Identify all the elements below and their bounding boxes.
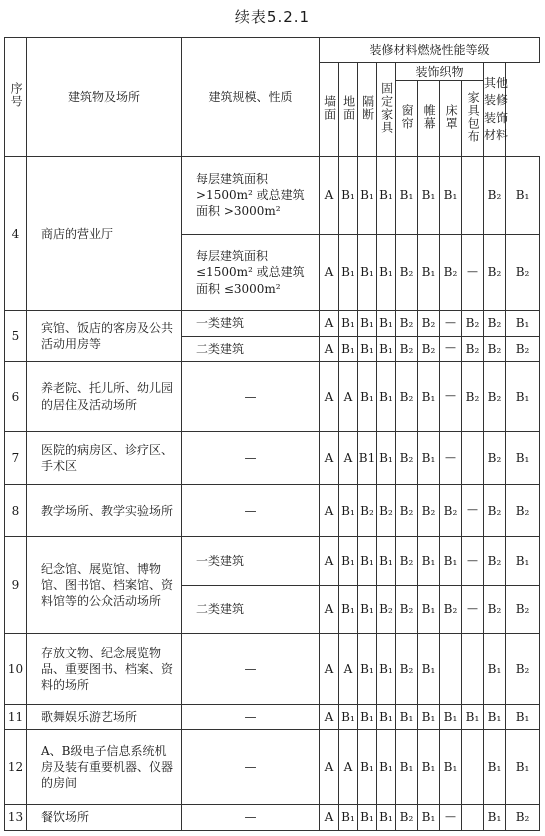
grade-cell: B₁ — [484, 634, 506, 705]
grade-cell: A — [320, 432, 339, 484]
grade-cell — [462, 634, 484, 705]
grade-cell: B₂ — [396, 484, 418, 536]
header-place: 建筑物及场所 — [27, 38, 182, 157]
table-row — [5, 704, 540, 729]
grade-cell: B₁ — [506, 537, 540, 585]
grade-cell: B₁ — [358, 704, 377, 729]
grade-cell: B₁ — [377, 361, 396, 432]
table-title: 续表5.2.1 — [234, 8, 311, 26]
grade-cell: B₁ — [339, 234, 358, 311]
scale-cell: 二类建筑 — [182, 336, 320, 361]
grade-cell: B₂ — [396, 234, 418, 311]
grade-cell: A — [320, 730, 339, 805]
grade-cell: B₁ — [418, 704, 440, 729]
seq-cell: 12 — [5, 730, 27, 805]
grade-cell: B₁ — [358, 537, 377, 585]
grade-cell: B₂ — [418, 311, 440, 336]
grade-cell: B₂ — [484, 585, 506, 633]
grade-cell: — — [440, 804, 462, 830]
header-decor-group: 装饰织物 — [396, 63, 484, 81]
grade-cell: B₁ — [377, 234, 396, 311]
table-row — [5, 432, 540, 484]
grade-cell: B₁ — [506, 432, 540, 484]
grade-cell: B₁ — [358, 361, 377, 432]
grade-cell: B₁ — [339, 336, 358, 361]
header-fixed-furniture: 固定家具 — [377, 63, 396, 157]
grade-cell: B₁ — [418, 157, 440, 235]
grade-cell: A — [320, 585, 339, 633]
grade-cell: B₁ — [484, 704, 506, 729]
grade-cell: B₁ — [418, 234, 440, 311]
grade-cell: B₂ — [418, 484, 440, 536]
header-wall: 墙面 — [320, 63, 339, 157]
grade-cell: B₁ — [418, 730, 440, 805]
scale-cell: — — [182, 432, 320, 484]
grade-cell: B₂ — [396, 585, 418, 633]
header-scale: 建筑规模、性质 — [182, 38, 320, 157]
grade-cell: B₂ — [358, 484, 377, 536]
place-cell: 医院的病房区、诊疗区、手术区 — [27, 432, 182, 484]
grade-cell: B₁ — [358, 157, 377, 235]
grade-cell: A — [339, 634, 358, 705]
grade-cell: B₂ — [484, 361, 506, 432]
header-furniture-wrap: 家具包布 — [462, 81, 484, 157]
grade-cell: B₁ — [358, 585, 377, 633]
grade-cell: B₂ — [484, 432, 506, 484]
grade-cell: A — [320, 634, 339, 705]
grade-cell: B₂ — [506, 234, 540, 311]
grade-cell: B₁ — [418, 432, 440, 484]
seq-cell: 7 — [5, 432, 27, 484]
grade-cell: B₂ — [396, 804, 418, 830]
grade-cell: A — [320, 336, 339, 361]
grade-cell: B₁ — [506, 704, 540, 729]
grade-cell: B₂ — [462, 361, 484, 432]
grade-cell: B₁ — [418, 361, 440, 432]
grade-cell: B₁ — [339, 585, 358, 633]
grade-cell: B₁ — [377, 157, 396, 235]
table-row — [5, 157, 540, 235]
table-row — [5, 537, 540, 585]
grade-cell: — — [462, 585, 484, 633]
grade-cell: B₁ — [506, 311, 540, 336]
grade-cell: B₂ — [506, 804, 540, 830]
grade-cell: B₂ — [462, 311, 484, 336]
place-cell: 歌舞娱乐游艺场所 — [27, 704, 182, 729]
grade-cell: B₂ — [418, 336, 440, 361]
grade-cell: A — [339, 432, 358, 484]
grade-cell: B₁ — [339, 311, 358, 336]
header-floor: 地面 — [339, 63, 358, 157]
table-row — [5, 311, 540, 336]
grade-cell: B₁ — [462, 704, 484, 729]
place-cell: 存放文物、纪念展览物品、重要图书、档案、资料的场所 — [27, 634, 182, 705]
grade-cell: B₂ — [396, 336, 418, 361]
seq-cell: 10 — [5, 634, 27, 705]
grade-cell: B₁ — [418, 537, 440, 585]
grade-cell: B₁ — [377, 634, 396, 705]
grade-cell: B₁ — [506, 157, 540, 235]
grade-cell: A — [320, 804, 339, 830]
grade-cell: — — [462, 537, 484, 585]
grade-cell: B₂ — [440, 585, 462, 633]
place-cell: 餐饮场所 — [27, 804, 182, 830]
seq-cell: 8 — [5, 484, 27, 536]
grade-cell: B₁ — [396, 157, 418, 235]
scale-cell: 一类建筑 — [182, 311, 320, 336]
grade-cell: A — [339, 730, 358, 805]
seq-cell: 13 — [5, 804, 27, 830]
grade-cell: B₂ — [462, 336, 484, 361]
grade-cell: A — [320, 234, 339, 311]
header-seq: 序号 — [5, 38, 27, 157]
grade-cell: B₂ — [377, 585, 396, 633]
grade-cell: B₂ — [506, 585, 540, 633]
grade-cell: B₂ — [506, 336, 540, 361]
grade-cell: B₁ — [418, 804, 440, 830]
grade-cell: B₁ — [377, 804, 396, 830]
grade-cell: B₁ — [484, 804, 506, 830]
grade-cell: B₁ — [339, 484, 358, 536]
scale-cell: — — [182, 484, 320, 536]
grade-cell: B₂ — [396, 634, 418, 705]
grade-cell: — — [440, 311, 462, 336]
header-bedcover: 床罩 — [440, 81, 462, 157]
grade-cell: B₁ — [440, 704, 462, 729]
grade-cell: B₂ — [484, 336, 506, 361]
table-row — [5, 361, 540, 432]
grade-cell: B₁ — [377, 704, 396, 729]
grade-cell: B₂ — [377, 484, 396, 536]
grade-cell: B₂ — [440, 484, 462, 536]
grade-cell: B₁ — [358, 804, 377, 830]
grade-cell: B₂ — [484, 537, 506, 585]
scale-cell: 每层建筑面积 >1500m² 或总建筑面积 >3000m² — [182, 157, 320, 235]
seq-cell: 5 — [5, 311, 27, 361]
grade-cell: B₁ — [377, 730, 396, 805]
grade-cell: A — [320, 704, 339, 729]
grade-cell: B₂ — [440, 234, 462, 311]
grade-cell — [462, 157, 484, 235]
fire-rating-table — [4, 37, 540, 831]
seq-cell: 9 — [5, 537, 27, 634]
header-curtain: 窗帘 — [396, 81, 418, 157]
grade-cell: B₁ — [506, 730, 540, 805]
place-cell: A、B级电子信息系统机房及装有重要机器、仪器的房间 — [27, 730, 182, 805]
scale-cell: — — [182, 704, 320, 729]
grade-cell: B₁ — [484, 730, 506, 805]
place-cell: 养老院、托儿所、幼儿园的居住及活动场所 — [27, 361, 182, 432]
grade-cell: B₁ — [339, 157, 358, 235]
grade-cell: B₂ — [506, 484, 540, 536]
scale-cell: 一类建筑 — [182, 537, 320, 585]
place-cell: 纪念馆、展览馆、博物馆、图书馆、档案馆、资料馆等的公众活动场所 — [27, 537, 182, 634]
scale-cell: — — [182, 634, 320, 705]
grade-cell: B₁ — [418, 634, 440, 705]
place-cell: 宾馆、饭店的客房及公共活动用房等 — [27, 311, 182, 361]
grade-cell: B₁ — [358, 234, 377, 311]
grade-cell: B₁ — [339, 804, 358, 830]
grade-cell: A — [320, 311, 339, 336]
grade-cell: B₁ — [358, 730, 377, 805]
header-rating-group: 装修材料燃烧性能等级 — [320, 38, 540, 63]
grade-cell: A — [320, 361, 339, 432]
grade-cell: B₂ — [506, 634, 540, 705]
seq-cell: 4 — [5, 157, 27, 311]
grade-cell: A — [320, 537, 339, 585]
scale-cell: 二类建筑 — [182, 585, 320, 633]
grade-cell: B₂ — [396, 432, 418, 484]
grade-cell: — — [462, 484, 484, 536]
header-partition: 隔断 — [358, 63, 377, 157]
grade-cell: B₁ — [396, 704, 418, 729]
grade-cell: A — [320, 157, 339, 235]
scale-cell: — — [182, 361, 320, 432]
place-cell: 商店的营业厅 — [27, 157, 182, 311]
seq-cell: 11 — [5, 704, 27, 729]
grade-cell: A — [320, 484, 339, 536]
grade-cell: A — [339, 361, 358, 432]
grade-cell: B₂ — [484, 157, 506, 235]
grade-cell — [462, 804, 484, 830]
grade-cell: B₁ — [358, 336, 377, 361]
scale-cell: 每层建筑面积 ≤1500m² 或总建筑面积 ≤3000m² — [182, 234, 320, 311]
scale-cell: — — [182, 804, 320, 830]
table-row — [5, 634, 540, 705]
grade-cell: B₁ — [358, 311, 377, 336]
grade-cell: B₁ — [377, 432, 396, 484]
table-row — [5, 804, 540, 830]
grade-cell — [440, 634, 462, 705]
grade-cell: B₁ — [440, 157, 462, 235]
grade-cell: — — [440, 361, 462, 432]
grade-cell — [462, 730, 484, 805]
grade-cell: B₂ — [484, 484, 506, 536]
grade-cell: B₁ — [339, 537, 358, 585]
grade-cell: B₂ — [396, 361, 418, 432]
grade-cell: B₁ — [396, 730, 418, 805]
grade-cell: B₂ — [484, 234, 506, 311]
grade-cell: B₁ — [506, 361, 540, 432]
grade-cell: B₁ — [339, 704, 358, 729]
seq-cell: 6 — [5, 361, 27, 432]
grade-cell: B₁ — [440, 730, 462, 805]
grade-cell: — — [462, 234, 484, 311]
grade-cell: — — [440, 432, 462, 484]
grade-cell: B1 — [358, 432, 377, 484]
grade-cell: B₁ — [418, 585, 440, 633]
header-other: 其他装修装饰材料 — [484, 63, 506, 157]
place-cell: 教学场所、教学实验场所 — [27, 484, 182, 536]
grade-cell: B₂ — [484, 311, 506, 336]
grade-cell: B₂ — [396, 537, 418, 585]
scale-cell: — — [182, 730, 320, 805]
grade-cell: B₁ — [358, 634, 377, 705]
header-drape: 帷幕 — [418, 81, 440, 157]
grade-cell: — — [440, 336, 462, 361]
grade-cell: B₁ — [377, 537, 396, 585]
grade-cell: B₂ — [396, 311, 418, 336]
grade-cell — [462, 432, 484, 484]
grade-cell: B₁ — [377, 311, 396, 336]
table-row — [5, 730, 540, 805]
grade-cell: B₁ — [440, 537, 462, 585]
table-row — [5, 484, 540, 536]
grade-cell: B₁ — [377, 336, 396, 361]
